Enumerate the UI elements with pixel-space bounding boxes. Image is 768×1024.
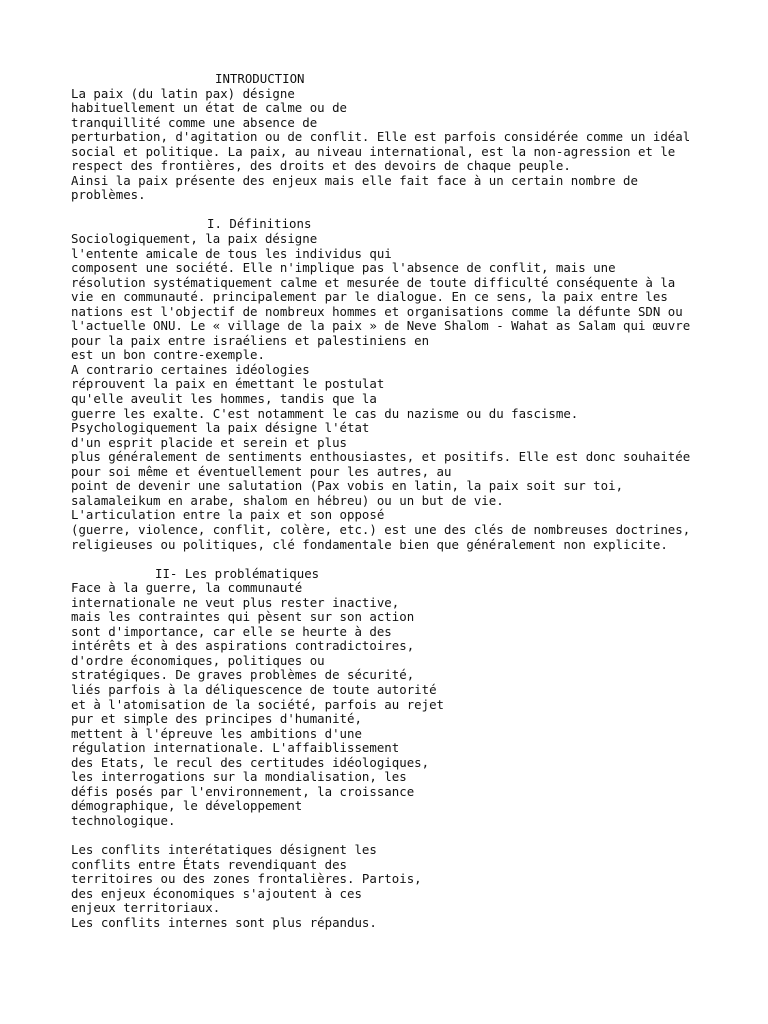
blank-line: [71, 552, 761, 567]
text-line: Face à la guerre, la communauté: [71, 580, 303, 596]
text-line: L'articulation entre la paix et son opposé: [71, 507, 385, 523]
text-line: Psychologiquement la paix désigne l'état: [71, 420, 370, 436]
text-line: défis posés par l'environnement, la croissance: [71, 783, 415, 799]
text-line: pur et simple des principes d'humanité,: [71, 711, 362, 727]
text-line: (guerre, violence, conflit, colère, etc.) est une des clés de nombreuses doctrines,: [71, 521, 691, 537]
document-page: [71, 72, 761, 930]
text-line: sont d'importance, car elle se heurte à des: [71, 623, 392, 639]
section-heading-definitions: I. Définitions: [207, 216, 312, 232]
text-line: des Etats, le recul des certitudes idéologiques,: [71, 754, 430, 770]
text-line: social et politique. La paix, au niveau international, est la non-agression et le: [71, 143, 676, 159]
text-line: internationale ne veut plus rester inactive,: [71, 594, 400, 610]
text-line: technologique.: [71, 812, 176, 828]
text-line: qu'elle aveulit les hommes, tandis que la: [71, 391, 377, 407]
text-line: Sociologiquement, la paix désigne: [71, 231, 318, 247]
intro-paragraph: [71, 87, 761, 203]
text-line: tranquillité comme une absence de: [71, 114, 318, 130]
text-line: démographique, le développement: [71, 798, 303, 814]
text-line: réprouvent la paix en émettant le postulat: [71, 376, 385, 392]
conflits-paragraph: [71, 843, 761, 930]
text-line: stratégiques. De graves problèmes de sécurité,: [71, 667, 415, 683]
definitions-paragraph: [71, 232, 761, 552]
text-line: enjeux territoriaux.: [71, 900, 221, 916]
text-line: plus généralement de sentiments enthousiastes, et positifs. Elle est donc souhaitée: [71, 449, 691, 465]
text-line: perturbation, d'agitation ou de conflit. Elle est parfois considérée comme un idéal: [71, 129, 691, 145]
text-line: des enjeux économiques s'ajoutent à ces: [71, 885, 362, 901]
text-line: l'actuelle ONU. Le « village de la paix » de Neve Shalom - Wahat as Salam qui œuvre: [71, 318, 691, 334]
text-line: La paix (du latin pax) désigne: [71, 85, 295, 101]
text-line: Les conflits interétatiques désignent les: [71, 841, 377, 857]
text-line: point de devenir une salutation (Pax vobis en latin, la paix soit sur toi,: [71, 478, 624, 494]
text-line: les interrogations sur la mondialisation, les: [71, 769, 407, 785]
intro-heading: INTRODUCTION: [215, 71, 305, 86]
text-line: résolution systématiquement calme et mesurée de toute difficulté conséquente à la: [71, 274, 676, 290]
text-line: mais les contraintes qui pèsent sur son action: [71, 609, 415, 625]
text-line: respect des frontières, des droits et des devoirs de chaque peuple.: [71, 158, 571, 174]
text-line: est un bon contre-exemple.: [71, 347, 265, 363]
text-line: intérêts et à des aspirations contradictoires,: [71, 638, 415, 654]
text-line: composent une société. Elle n'implique pas l'absence de conflit, mais une: [71, 260, 616, 276]
text-line: et à l'atomisation de la société, parfois au rejet: [71, 696, 444, 712]
text-line: l'entente amicale de tous les individus qui: [71, 245, 392, 261]
text-line: vie en communauté. principalement par le dialogue. En ce sens, la paix entre les: [71, 289, 668, 305]
problematiques-paragraph: [71, 581, 761, 828]
text-line: guerre les exalte. C'est notamment le cas du nazisme ou du fascisme.: [71, 405, 579, 421]
blank-line: [71, 828, 761, 843]
text-line: d'ordre économiques, politiques ou: [71, 652, 325, 668]
text-line: A contrario certaines idéologies: [71, 361, 310, 377]
text-line: conflits entre États revendiquant des: [71, 856, 348, 872]
text-line: Ainsi la paix présente des enjeux mais elle fait face à un certain nombre de: [71, 172, 638, 188]
text-line: nations est l'objectif de nombreux hommes et organisations comme la défunte SDN ou: [71, 303, 683, 319]
text-line: territoires ou des zones frontalières. Partois,: [71, 871, 422, 887]
text-line: religieuses ou politiques, clé fondamentale bien que généralement non explicite.: [71, 536, 668, 552]
text-line: Les conflits internes sont plus répandus.: [71, 914, 377, 930]
text-line: liés parfois à la déliquescence de toute autorité: [71, 681, 437, 697]
text-line: régulation internationale. L'affaiblissement: [71, 740, 400, 756]
blank-line: [71, 203, 761, 218]
text-line: salamaleikum en arabe, shalom en hébreu) ou un but de vie.: [71, 492, 504, 508]
section-heading-problematiques: II- Les problématiques: [155, 565, 320, 581]
text-line: pour soi même et éventuellement pour les autres, au: [71, 463, 452, 479]
text-line: habituellement un état de calme ou de: [71, 100, 348, 116]
text-line: mettent à l'épreuve les ambitions d'une: [71, 725, 362, 741]
text-line: pour la paix entre israéliens et palestiniens en: [71, 332, 430, 348]
text-line: problèmes.: [71, 187, 146, 203]
text-line: d'un esprit placide et serein et plus: [71, 434, 348, 450]
